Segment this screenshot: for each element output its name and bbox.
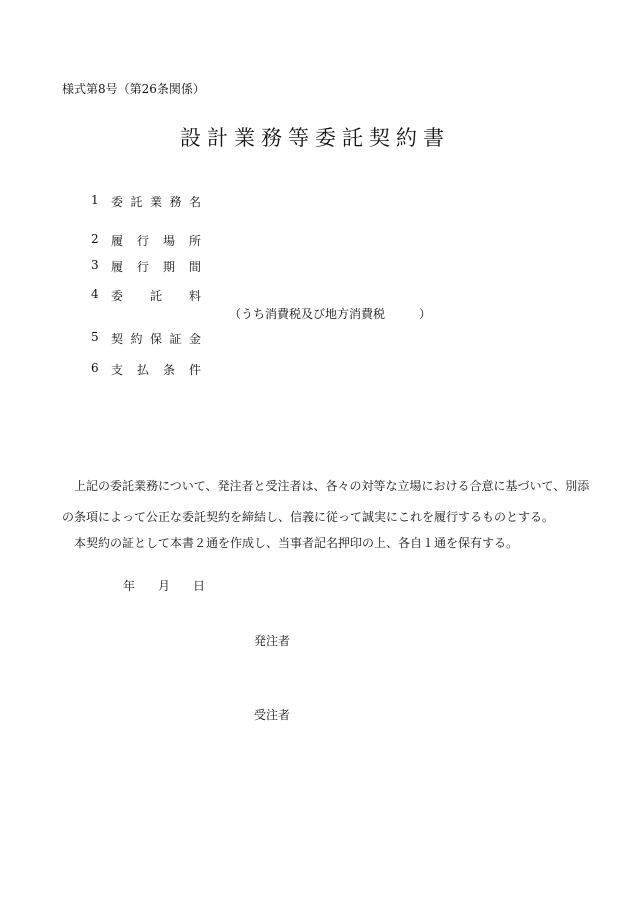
item-label-char: 名 [188, 195, 201, 209]
item-label-char: 場 [162, 234, 175, 248]
body-paragraph-1-line-1: 上記の委託業務について、発注者と受注者は、各々の対等な立場における合意に基づいて、別添 [74, 479, 590, 493]
item-number-6: 6 [91, 361, 99, 375]
item-label-fee [111, 287, 201, 304]
item-label-char: 契 [111, 332, 124, 346]
item-number-1: 1 [91, 193, 99, 207]
date-day-label: 日 [193, 579, 206, 593]
item-number-2: 2 [91, 232, 99, 246]
date-month-label: 月 [158, 579, 171, 593]
orderer-label: 発注者 [254, 634, 291, 648]
item-label-char: 金 [188, 332, 201, 346]
item-label-char: 履 [111, 234, 124, 248]
item-label-task-name [111, 193, 201, 210]
item-label-char: 務 [169, 195, 182, 209]
item-label-char: 払 [136, 363, 149, 377]
item-label-char: 所 [188, 234, 201, 248]
item-label-char: 託 [130, 195, 143, 209]
item-label-char: 委 [111, 289, 124, 303]
item-label-char: 行 [136, 234, 149, 248]
tax-note-close: ） [419, 307, 432, 321]
item-label-guarantee [111, 330, 201, 347]
item-number-5: 5 [91, 330, 99, 344]
item-label-location [111, 232, 201, 249]
document-title: 設計業務等委託契約書 [180, 126, 450, 150]
item-label-char: 履 [111, 260, 124, 274]
item-label-char: 約 [130, 332, 143, 346]
contractor-label: 受注者 [254, 708, 291, 722]
item-label-char: 託 [149, 289, 162, 303]
item-label-char: 間 [188, 260, 201, 274]
form-number: 様式第8号（第26条関係） [62, 82, 205, 96]
item-label-payment [111, 361, 201, 378]
tax-note: （うち消費税及び地方消費税 [229, 307, 386, 321]
item-label-char: 期 [162, 260, 175, 274]
item-label-char: 業 [149, 195, 162, 209]
item-label-char: 件 [188, 363, 201, 377]
date-year-label: 年 [123, 579, 136, 593]
item-label-char: 料 [188, 289, 201, 303]
body-paragraph-2: 本契約の証として本書２通を作成し、当事者記名押印の上、各自１通を保有する。 [74, 536, 519, 550]
item-label-char: 行 [136, 260, 149, 274]
item-label-char: 保 [149, 332, 162, 346]
item-label-char: 委 [111, 195, 124, 209]
item-label-period [111, 258, 201, 275]
item-label-char: 支 [111, 363, 124, 377]
body-paragraph-1-line-2: の条項によって公正な委託契約を締結し、信義に従って誠実にこれを履行するものとする。 [62, 510, 555, 524]
item-label-char: 証 [169, 332, 182, 346]
item-label-char: 条 [162, 363, 175, 377]
item-number-3: 3 [91, 258, 99, 272]
item-number-4: 4 [91, 287, 99, 301]
